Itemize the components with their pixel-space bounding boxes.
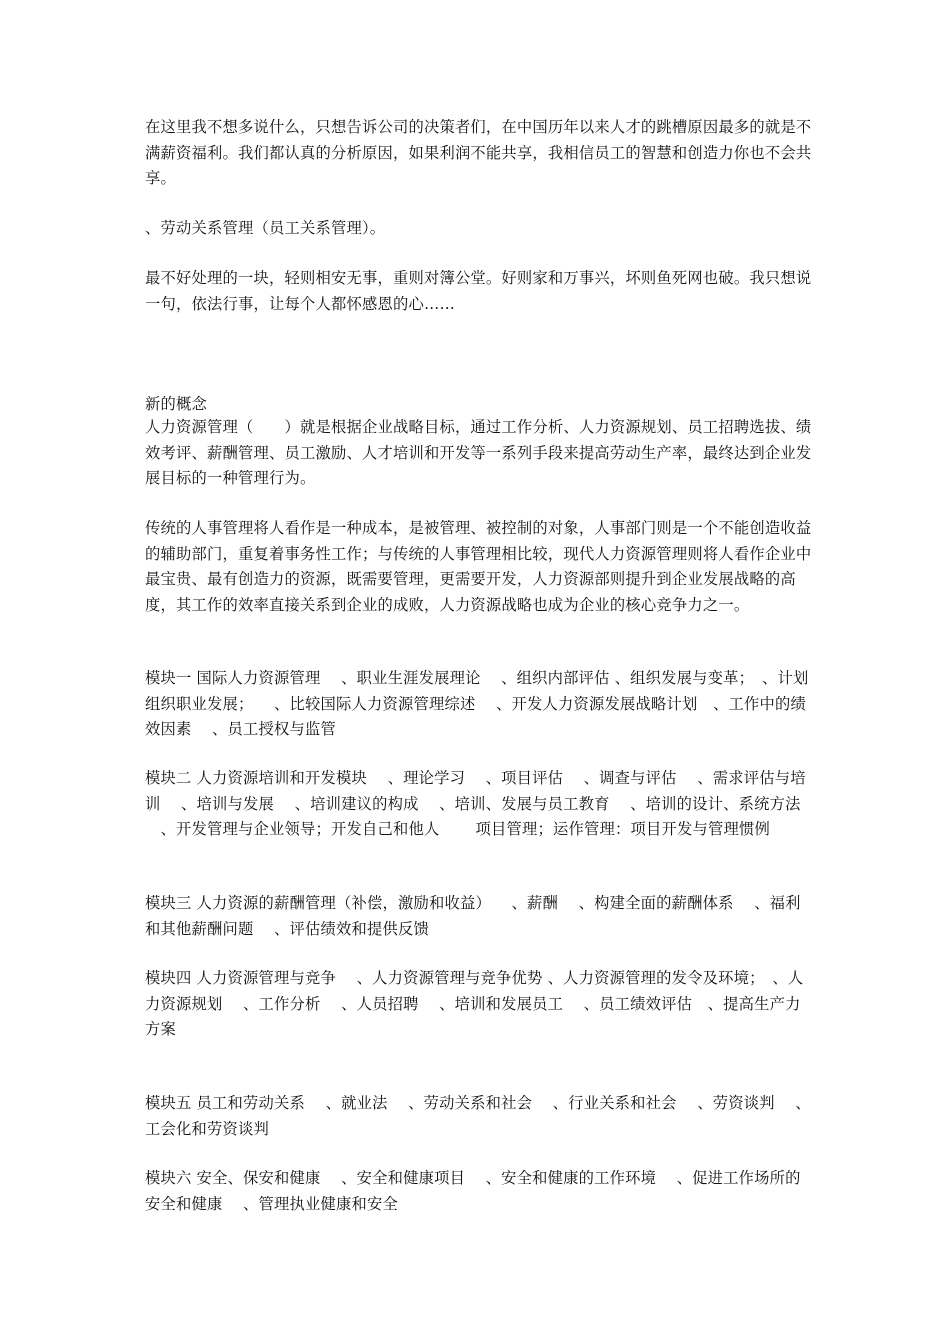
paragraph-salary-note: 在这里我不想多说什么，只想告诉公司的决策者们，在中国历年以来人才的跳槽原因最多的就是不满薪资福利。我们都认真的分析原因，如果利润不能共享，我相信员工的智慧和创造力你也不会共享。 bbox=[145, 118, 812, 187]
module-2: 模块二 人力资源培训和开发模块 、理论学习 、项目评估 、调查与评估 、需求评估与培训 、培训与发展 、培训建议的构成 、培训、发展与员工教育 、培训的设计、系统方法 、开发管理与企业领导；开发自己和他人 项目管理；运作管理：项目开发与管理惯例 bbox=[145, 769, 806, 838]
module-6: 模块六 安全、保安和健康 、安全和健康项目 、安全和健康的工作环境 、促进工作场所的安全和健康 、管理执业健康和安全 bbox=[145, 1169, 801, 1213]
module-4: 模块四 人力资源管理与竞争 、人力资源管理与竞争优势 、人力资源管理的发令及环境； 、人力资源规划 、工作分析 、人员招聘 、培训和发展员工 、员工绩效评估 、提高生产力方案 bbox=[145, 969, 804, 1038]
paragraph-labor-relations: 最不好处理的一块，轻则相安无事，重则对簿公堂。好则家和万事兴，坏则鱼死网也破。我只想说一句，依法行事，让每个人都怀感恩的心…… bbox=[145, 269, 812, 313]
paragraph-hrm-definition: 人力资源管理（ ）就是根据企业战略目标，通过工作分析、人力资源规划、员工招聘选拔、绩效考评、薪酬管理、员工激励、人才培训和开发等一系列手段来提高劳动生产率，最终达到企业发展目标的一种管理行为。 bbox=[145, 418, 812, 487]
module-1: 模块一 国际人力资源管理 、职业生涯发展理论 、组织内部评估 、组织发展与变革； 、计划组织职业发展； 、比较国际人力资源管理综述 、开发人力资源发展战略计划 、工作中的绩效因素 、员工授权与监管 bbox=[145, 669, 809, 738]
heading-labor-relations: 、劳动关系管理（员工关系管理）。 bbox=[145, 219, 386, 237]
paragraph-traditional-vs-modern: 传统的人事管理将人看作是一种成本，是被管理、被控制的对象，人事部门则是一个不能创造收益的辅助部门，重复着事务性工作；与传统的人事管理相比较，现代人力资源管理则将人看作企业中最宝贵、最有创造力的资源，既需要管理，更需要开发，人力资源部则提升到企业发展战略的高度，其工作的效率直接关系到企业的成败，人力资源战略也成为企业的核心竞争力之一。 bbox=[145, 519, 812, 614]
heading-new-concept: 新的概念 bbox=[145, 395, 207, 413]
module-5: 模块五 员工和劳动关系 、就业法 、劳动关系和社会 、行业关系和社会 、劳资谈判 、工会化和劳资谈判 bbox=[145, 1094, 811, 1138]
module-3: 模块三 人力资源的薪酬管理（补偿，激励和收益） 、薪酬 、构建全面的薪酬体系 、福利和其他薪酬问题 、评估绩效和提供反馈 bbox=[145, 894, 801, 938]
